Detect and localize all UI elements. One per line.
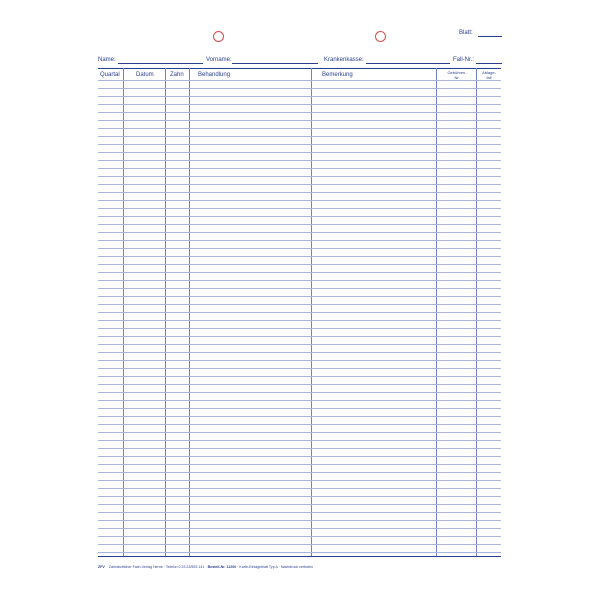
col-header-gebuehren-line2: Nr. <box>454 74 460 80</box>
table-row-line <box>98 360 501 361</box>
table-row-line <box>98 144 501 145</box>
table-row-line <box>98 480 501 481</box>
table-row-line <box>98 232 501 233</box>
table-row-line <box>98 256 501 257</box>
table-row-line <box>98 304 501 305</box>
table-row-line <box>98 504 501 505</box>
table-row-line <box>98 296 501 297</box>
table-row-line <box>98 184 501 185</box>
table-row-line <box>98 80 501 81</box>
col-header-ablagefall-line1: Ablage- <box>482 70 496 75</box>
krankenkasse-label: Krankenkasse: <box>324 57 364 63</box>
table-row-line <box>98 248 501 249</box>
punch-hole-left <box>213 31 224 42</box>
col-header-zahn: Zahn <box>170 72 184 78</box>
footer-note: · Karte-Einlageblatt Typ A · Nachdruck verboten <box>237 565 314 569</box>
table-row-line <box>98 280 501 281</box>
table-row-line <box>98 512 501 513</box>
table-row-line <box>98 528 501 529</box>
table-row-line <box>98 168 501 169</box>
table-row-line <box>98 288 501 289</box>
table-row-line <box>98 496 501 497</box>
vorname-field[interactable] <box>232 63 318 64</box>
col-header-quartal: Quartal <box>100 72 120 78</box>
table-bottom-border <box>98 556 501 557</box>
table-row-line <box>98 536 501 537</box>
table-row-line <box>98 336 501 337</box>
table-row-line <box>98 376 501 377</box>
table-row-line <box>98 440 501 441</box>
table-row-line <box>98 384 501 385</box>
table-row-line <box>98 136 501 137</box>
punch-hole-right <box>375 31 386 42</box>
table-row-line <box>98 320 501 321</box>
table-row-line <box>98 344 501 345</box>
footer-order-number: Bestell-Nr. 11200 <box>207 565 237 569</box>
table-row-line <box>98 456 501 457</box>
footer-imprint <box>98 565 313 570</box>
table-row-line <box>98 200 501 201</box>
krankenkasse-field[interactable] <box>366 63 450 64</box>
table-row-line <box>98 400 501 401</box>
table-row-line <box>98 416 501 417</box>
col-header-datum: Datum <box>136 72 154 78</box>
table-row-line <box>98 96 501 97</box>
table-row-line <box>98 544 501 545</box>
table-row-line <box>98 264 501 265</box>
table-row-line <box>98 552 501 553</box>
table-row-line <box>98 368 501 369</box>
col-header-behandlung: Behandlung <box>198 72 231 78</box>
table-row-line <box>98 408 501 409</box>
blatt-label: Blatt: <box>459 30 473 36</box>
table-row-line <box>98 272 501 273</box>
table-top-border <box>98 68 501 69</box>
table-row-line <box>98 152 501 153</box>
table-row-line <box>98 488 501 489</box>
table-row-line <box>98 312 501 313</box>
table-row-line <box>98 192 501 193</box>
table-row-line <box>98 160 501 161</box>
fall-nr-field[interactable] <box>476 63 502 64</box>
table-row-line <box>98 352 501 353</box>
footer-publisher: Zahnärztlicher Fach-Verlag Herne · Telefon 0 23 23/593 141 · <box>108 565 207 569</box>
table-row-line <box>98 432 501 433</box>
table-row-line <box>98 424 501 425</box>
table-row-line <box>98 112 501 113</box>
table-row-line <box>98 392 501 393</box>
publisher-logo: ZFV <box>98 565 105 569</box>
table-row-line <box>98 88 501 89</box>
table-row-line <box>98 464 501 465</box>
col-header-gebuehren-line1: Gebühren- <box>447 70 467 75</box>
vorname-label: Vorname: <box>206 57 232 63</box>
table-row-line <box>98 448 501 449</box>
name-field[interactable] <box>118 63 203 64</box>
table-row-line <box>98 208 501 209</box>
table-row-line <box>98 104 501 105</box>
blatt-field[interactable] <box>478 36 502 37</box>
col-header-bemerkung: Bemerkung <box>322 72 353 78</box>
table-row-line <box>98 120 501 121</box>
table-row-line <box>98 128 501 129</box>
table-row-line <box>98 472 501 473</box>
table-row-line <box>98 520 501 521</box>
fall-nr-label: Fall-Nr.: <box>453 57 474 63</box>
table-row-line <box>98 216 501 217</box>
table-row-line <box>98 176 501 177</box>
table-row-line <box>98 240 501 241</box>
name-label: Name: <box>98 57 116 63</box>
col-header-ablagefall <box>477 71 501 80</box>
col-header-gebuehren <box>438 71 476 80</box>
col-header-ablagefall-line2: fall <box>486 74 492 80</box>
table-row-line <box>98 328 501 329</box>
table-row-line <box>98 224 501 225</box>
